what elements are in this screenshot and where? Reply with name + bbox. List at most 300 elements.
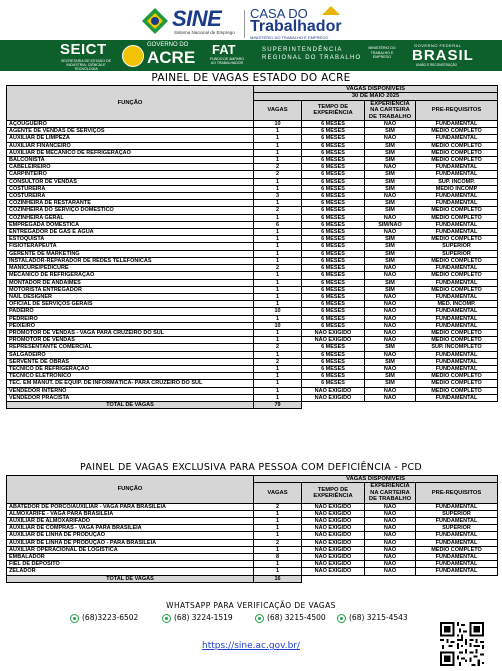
cell-funcao: MECÂNICO DE REFRIGERAÇÃO	[7, 272, 254, 279]
cell-tempo: 6 MESES	[302, 351, 365, 358]
cell-vagas: 8	[254, 554, 302, 561]
cell-vagas: 1	[254, 157, 302, 164]
cell-carteira: SIM	[365, 185, 416, 192]
col-header-carteira: EXPERIÊNCIA NA CARTEIRA DE TRABALHO	[365, 483, 416, 503]
cell-carteira: SIM	[365, 373, 416, 380]
cell-funcao: AUXILIAR DE LINHA DE PRODUÇÃO	[7, 532, 254, 539]
cell-carteira: SIM	[365, 279, 416, 286]
cell-carteira: SIM/NÃO	[365, 221, 416, 228]
cell-vagas: 1	[254, 279, 302, 286]
cell-prerequisitos: FUNDAMENTAL	[416, 135, 498, 142]
cell-funcao: EMBALADOR	[7, 554, 254, 561]
cell-funcao: ESTOQUISTA	[7, 236, 254, 243]
cell-carteira: NÃO	[365, 503, 416, 510]
cell-funcao: FIEL DE DEPOSITO	[7, 561, 254, 568]
whatsapp-icon	[162, 614, 171, 623]
total-label: TOTAL DE VAGAS	[7, 401, 254, 408]
cell-prerequisitos: MÉDIO COMPLETO	[416, 380, 498, 387]
cell-tempo: NÃO EXIGIDO	[302, 532, 365, 539]
table-row	[7, 149, 498, 156]
cell-funcao: AGENTE DE VENDAS DE SERVIÇOS	[7, 128, 254, 135]
cell-prerequisitos: FUNDAMENTAL	[416, 265, 498, 272]
cell-carteira: SIM	[365, 157, 416, 164]
cell-funcao: COZINHEIRA DE RESTARANTE	[7, 200, 254, 207]
cell-prerequisitos: FUNDAMENTAL	[416, 322, 498, 329]
cell-tempo: 6 MESES	[302, 279, 365, 286]
cell-prerequisitos: SUPERIOR	[416, 250, 498, 257]
cell-vagas: 1	[254, 387, 302, 394]
cell-tempo: 6 MESES	[302, 272, 365, 279]
table-row	[7, 286, 498, 293]
cell-vagas: 1	[254, 214, 302, 221]
cell-vagas: 6	[254, 221, 302, 228]
table-row	[7, 351, 498, 358]
cell-tempo: NÃO EXIGIDO	[302, 394, 365, 401]
cell-vagas: 1	[254, 257, 302, 264]
cell-vagas: 1	[254, 337, 302, 344]
cell-vagas: 1	[254, 128, 302, 135]
sine-website-link[interactable]	[0, 641, 502, 651]
casa-title-line1: CASA DO	[250, 6, 308, 21]
cell-prerequisitos: FUNDAMENTAL	[416, 561, 498, 568]
cell-prerequisitos: MÉDIO COMPLETO	[416, 257, 498, 264]
cell-carteira: NÃO	[365, 561, 416, 568]
table-row	[7, 568, 498, 575]
panel-title: PAINEL DE VAGAS ESTADO DO ACRE	[151, 72, 351, 84]
cell-prerequisitos: FUNDAMENTAL	[416, 193, 498, 200]
cell-tempo: 6 MESES	[302, 185, 365, 192]
cell-prerequisitos: MÉDIO COMPLETO	[416, 128, 498, 135]
table-row	[7, 525, 498, 532]
table-row	[7, 214, 498, 221]
cell-vagas: 1	[254, 568, 302, 575]
col-header-vagas: VAGAS	[254, 100, 302, 120]
phone-number[interactable]: (68) 3215-4543	[349, 613, 408, 622]
cell-tempo: 6 MESES	[302, 207, 365, 214]
table-row	[7, 301, 498, 308]
cell-tempo: 6 MESES	[302, 257, 365, 264]
cell-prerequisitos: MÉDIO COMPLETO	[416, 142, 498, 149]
cell-funcao: AÇOUGUEIRO	[7, 121, 254, 128]
cell-prerequisitos: FUNDAMENTAL	[416, 164, 498, 171]
col-header-tempo: TEMPO DE EXPERIÊNCIA	[302, 100, 365, 120]
cell-funcao: ENTREGADOR DE GÁS E ÁGUA	[7, 229, 254, 236]
url-text[interactable]: https://sine.ac.gov.br/	[201, 641, 301, 651]
cell-prerequisitos: FUNDAMENTAL	[416, 554, 498, 561]
cell-tempo: 6 MESES	[302, 157, 365, 164]
sine-badge-icon	[140, 6, 170, 36]
cell-tempo: NÃO EXIGIDO	[302, 387, 365, 394]
whatsapp-icon	[337, 614, 346, 623]
total-label: TOTAL DE VAGAS	[7, 575, 254, 582]
col-header-funcao: FUNÇÃO	[7, 86, 254, 121]
cell-funcao: EMPREGADA DOMÉSTICA	[7, 221, 254, 228]
gov-federal-logo: BRASIL	[412, 47, 474, 64]
cell-vagas: 2	[254, 207, 302, 214]
table-row	[7, 250, 498, 257]
cell-vagas: 1	[254, 149, 302, 156]
cell-funcao: TÉCNICO ELETRÔNICO	[7, 373, 254, 380]
total-filler	[302, 401, 498, 408]
casa-subtitle: MINISTÉRIO DO TRABALHO E EMPREGO	[250, 35, 329, 40]
cell-prerequisitos: MÉD. INCOMP.	[416, 301, 498, 308]
cell-prerequisitos: FUNDAMENTAL	[416, 358, 498, 365]
table-row	[7, 157, 498, 164]
cell-carteira: SIM	[365, 200, 416, 207]
cell-carteira: SIM	[365, 257, 416, 264]
qr-code-icon[interactable]	[440, 622, 484, 666]
cell-tempo: 6 MESES	[302, 236, 365, 243]
cell-prerequisitos: MÉDIO COMPLETO	[416, 387, 498, 394]
cell-prerequisitos: FUNDAMENTAL	[416, 171, 498, 178]
cell-carteira: SIM	[365, 286, 416, 293]
table-row	[7, 510, 498, 517]
col-header-vagas: VAGAS	[254, 483, 302, 503]
cell-funcao: MANICURE/PEDICURE	[7, 265, 254, 272]
cell-carteira: NÃO	[365, 135, 416, 142]
cell-funcao: BALCONISTA	[7, 157, 254, 164]
cell-prerequisitos: FUNDAMENTAL	[416, 229, 498, 236]
total-row	[7, 575, 498, 582]
table-row	[7, 503, 498, 510]
cell-vagas: 2	[254, 503, 302, 510]
cell-funcao: REPRESENTANTE COMERCIAL	[7, 344, 254, 351]
cell-prerequisitos: FUNDAMENTAL	[416, 293, 498, 300]
table-row	[7, 265, 498, 272]
whatsapp-icon	[70, 614, 79, 623]
table-row	[7, 518, 498, 525]
cell-tempo: 6 MESES	[302, 171, 365, 178]
cell-carteira: NÃO	[365, 525, 416, 532]
cell-carteira: SIM	[365, 171, 416, 178]
col-header-prerequisitos: PRE-REQUISITOS	[416, 100, 498, 120]
cell-tempo: NÃO EXIGIDO	[302, 518, 365, 525]
table-row	[7, 200, 498, 207]
cell-tempo: NÃO EXIGIDO	[302, 546, 365, 553]
cell-tempo: NÃO EXIGIDO	[302, 510, 365, 517]
cell-vagas: 1	[254, 293, 302, 300]
cell-carteira: NÃO	[365, 164, 416, 171]
casa-title-line2: Trabalhador	[250, 18, 342, 35]
cell-tempo: 6 MESES	[302, 149, 365, 156]
cell-carteira: NÃO	[365, 265, 416, 272]
cell-carteira: NÃO	[365, 539, 416, 546]
cell-tempo: 6 MESES	[302, 221, 365, 228]
table-row	[7, 380, 498, 387]
total-row	[7, 401, 498, 408]
cell-funcao: COSTUREIRA	[7, 193, 254, 200]
table-row	[7, 315, 498, 322]
cell-funcao: AUXILIAR FINANCEIRO	[7, 142, 254, 149]
cell-tempo: 6 MESES	[302, 178, 365, 185]
acre-seal-icon	[122, 45, 144, 67]
cell-prerequisitos: MÉDIO COMPLETO	[416, 337, 498, 344]
table-row	[7, 221, 498, 228]
cell-prerequisitos: FUNDAMENTAL	[416, 121, 498, 128]
logo-divider	[244, 10, 245, 38]
cell-tempo: 6 MESES	[302, 164, 365, 171]
cell-carteira: NÃO	[365, 546, 416, 553]
table-row	[7, 272, 498, 279]
cell-vagas: 1	[254, 351, 302, 358]
cell-vagas: 1	[254, 380, 302, 387]
cell-tempo: 6 MESES	[302, 293, 365, 300]
cell-vagas: 2	[254, 164, 302, 171]
cell-vagas: 10	[254, 308, 302, 315]
cell-funcao: AUXILIAR OPERACIONAL DE LOGÍSTICA	[7, 546, 254, 553]
sine-logo	[140, 6, 360, 40]
cell-prerequisitos: MÉDIO COMPLETO	[416, 207, 498, 214]
cell-prerequisitos: MÉDIO COMPLETO	[416, 329, 498, 336]
cell-prerequisitos: SUP. INCOMPLETO	[416, 344, 498, 351]
cell-funcao: TÉCNICO DE REFRIGERAÇÃO	[7, 365, 254, 372]
cell-tempo: 6 MESES	[302, 229, 365, 236]
cell-carteira: SIM	[365, 207, 416, 214]
table-row	[7, 373, 498, 380]
cell-carteira: NÃO	[365, 193, 416, 200]
cell-prerequisitos: FUNDAMENTAL	[416, 315, 498, 322]
cell-funcao: PEDREIRO	[7, 315, 254, 322]
pcd-vacancies-table	[6, 475, 498, 583]
cell-vagas: 1	[254, 525, 302, 532]
cell-vagas: 1	[254, 510, 302, 517]
cell-vagas: 1	[254, 236, 302, 243]
gov-federal-bottom: UNIÃO E RECONSTRUÇÃO	[416, 63, 458, 67]
table-row	[7, 322, 498, 329]
cell-tempo: 6 MESES	[302, 265, 365, 272]
cell-prerequisitos: SUPERIOR	[416, 510, 498, 517]
cell-funcao: PEIXEIRO	[7, 322, 254, 329]
cell-vagas: 1	[254, 200, 302, 207]
cell-tempo: NÃO EXIGIDO	[302, 568, 365, 575]
cell-funcao: PADEIRO	[7, 308, 254, 315]
table-row	[7, 178, 498, 185]
cell-vagas: 1	[254, 315, 302, 322]
seict-logo: SEICT	[60, 41, 107, 58]
cell-vagas: 2	[254, 171, 302, 178]
cell-funcao: FISIOTERAPEUTA	[7, 243, 254, 250]
cell-carteira: NÃO	[365, 337, 416, 344]
cell-carteira: NÃO	[365, 568, 416, 575]
cell-funcao: CARPINTEIRO	[7, 171, 254, 178]
table-row	[7, 193, 498, 200]
cell-carteira: NÃO	[365, 322, 416, 329]
cell-prerequisitos: MÉDIO INCOMP	[416, 185, 498, 192]
cell-tempo: 6 MESES	[302, 214, 365, 221]
cell-carteira: NÃO	[365, 272, 416, 279]
phone-number[interactable]: (68) 3224-1519	[174, 613, 233, 622]
cell-tempo: NÃO EXIGIDO	[302, 503, 365, 510]
cell-prerequisitos: FUNDAMENTAL	[416, 532, 498, 539]
cell-funcao: AUXILIAR DE LIMPEZA	[7, 135, 254, 142]
cell-prerequisitos: SUPERIOR	[416, 525, 498, 532]
table-header-group	[7, 86, 498, 93]
cell-prerequisitos: FUNDAMENTAL	[416, 279, 498, 286]
cell-carteira: NÃO	[365, 308, 416, 315]
date-header: 30 DE MAIO 2025	[254, 93, 498, 100]
cell-vagas: 1	[254, 185, 302, 192]
cell-funcao: NAIL DESIGNER	[7, 293, 254, 300]
cell-prerequisitos: FUNDAMENTAL	[416, 365, 498, 372]
table-row	[7, 164, 498, 171]
house-roof-icon	[322, 6, 340, 15]
cell-funcao: ABATEDOR DE PORCO/AUXILIAR - VAGA PARA BRASILÉIA	[7, 503, 254, 510]
cell-prerequisitos: MÉDIO COMPLETO	[416, 272, 498, 279]
table-row	[7, 387, 498, 394]
cell-vagas: 1	[254, 546, 302, 553]
cell-vagas: 1	[254, 532, 302, 539]
cell-vagas: 1	[254, 518, 302, 525]
cell-tempo: NÃO EXIGIDO	[302, 525, 365, 532]
cell-prerequisitos: FUNDAMENTAL	[416, 394, 498, 401]
phone-number[interactable]: (68)3223-6502	[82, 613, 139, 622]
col-header-prerequisitos: PRE-REQUISITOS	[416, 483, 498, 503]
cell-vagas: 1	[254, 178, 302, 185]
cell-carteira: NÃO	[365, 510, 416, 517]
cell-carteira: NÃO	[365, 293, 416, 300]
seict-subtitle: SECRETARIA DE ESTADO DE INDÚSTRIA, CIÊNCIA E TECNOLOGIA	[61, 59, 111, 71]
cell-funcao: TÉC. EM MANUT. DE EQUIP. DE INFORMÁTICA- PARA CRUZEIRO DO SUL	[7, 380, 254, 387]
cell-tempo: 6 MESES	[302, 200, 365, 207]
cell-vagas: 2	[254, 265, 302, 272]
col-header-carteira: EXPERIÊNCIA NA CARTEIRA DE TRABALHO	[365, 100, 416, 120]
cell-carteira: NÃO	[365, 214, 416, 221]
cell-vagas: 2	[254, 344, 302, 351]
cell-tempo: 6 MESES	[302, 128, 365, 135]
cell-carteira: NÃO	[365, 229, 416, 236]
table-row	[7, 546, 498, 553]
cell-prerequisitos: MÉDIO COMPLETO	[416, 286, 498, 293]
cell-carteira: NÃO	[365, 315, 416, 322]
cell-funcao: PROMOTOR DE VENDAS	[7, 337, 254, 344]
cell-prerequisitos: FUNDAMENTAL	[416, 221, 498, 228]
cell-vagas: 1	[254, 243, 302, 250]
cell-carteira: NÃO	[365, 365, 416, 372]
pcd-panel-title: PAINEL DE VAGAS EXCLUSIVA PARA PESSOA COM DEFICIÊNCIA - PCD	[80, 462, 422, 473]
cell-tempo: NÃO EXIGIDO	[302, 329, 365, 336]
cell-prerequisitos: FUNDAMENTAL	[416, 568, 498, 575]
cell-carteira: NÃO	[365, 121, 416, 128]
cell-carteira: SIM	[365, 358, 416, 365]
table-row	[7, 236, 498, 243]
cell-vagas: 10	[254, 322, 302, 329]
cell-vagas: 2	[254, 358, 302, 365]
sine-subtitle: Sistema Nacional de Emprego	[174, 30, 235, 35]
cell-tempo: 6 MESES	[302, 250, 365, 257]
col-header-tempo: TEMPO DE EXPERIÊNCIA	[302, 483, 365, 503]
cell-prerequisitos: FUNDAMENTAL	[416, 308, 498, 315]
cell-funcao: SERVENTE DE OBRAS	[7, 358, 254, 365]
cell-carteira: SIM	[365, 142, 416, 149]
cell-funcao: ALMOXARIFE - VAGA PARA BRASILÉIA	[7, 510, 254, 517]
cell-carteira: SIM	[365, 344, 416, 351]
cell-funcao: CONSULTOR DE VENDAS	[7, 178, 254, 185]
cell-tempo: 6 MESES	[302, 380, 365, 387]
cell-tempo: 6 MESES	[302, 358, 365, 365]
cell-vagas: 10	[254, 121, 302, 128]
cell-carteira: NÃO	[365, 301, 416, 308]
table-row	[7, 142, 498, 149]
table-row	[7, 257, 498, 264]
cell-prerequisitos: MÉDIO COMPLETO	[416, 236, 498, 243]
cell-prerequisitos: MÉDIO COMPLETO	[416, 157, 498, 164]
cell-vagas: 2	[254, 539, 302, 546]
cell-tempo: 6 MESES	[302, 135, 365, 142]
cell-prerequisitos: FUNDAMENTAL	[416, 200, 498, 207]
cell-funcao: MOTORISTA ENTREGADOR	[7, 286, 254, 293]
cell-tempo: 6 MESES	[302, 365, 365, 372]
cell-funcao: AUXILIAR DE COMPRAS - VAGA PARA BRASILÉIA	[7, 525, 254, 532]
cell-prerequisitos: MÉDIO COMPLETO	[416, 149, 498, 156]
cell-tempo: NÃO EXIGIDO	[302, 554, 365, 561]
vacancies-table	[6, 85, 498, 409]
cell-tempo: 6 MESES	[302, 142, 365, 149]
col-header-funcao: FUNÇÃO	[7, 476, 254, 504]
table-row	[7, 185, 498, 192]
col-header-group: VAGAS DISPONÍVEIS	[254, 86, 498, 93]
table-row	[7, 121, 498, 128]
cell-vagas: 3	[254, 193, 302, 200]
table-row	[7, 358, 498, 365]
table-row	[7, 171, 498, 178]
table-row	[7, 293, 498, 300]
phone-number[interactable]: (68) 3215-4500	[267, 613, 326, 622]
cell-funcao: COZINHEIRA GERAL	[7, 214, 254, 221]
table-row	[7, 207, 498, 214]
ministry-text: MINISTÉRIO DO TRABALHO E EMPREGO	[368, 46, 396, 59]
cell-prerequisitos: FUNDAMENTAL	[416, 518, 498, 525]
table-row	[7, 539, 498, 546]
cell-funcao: CABELEIREIRO	[7, 164, 254, 171]
partners-banner	[0, 40, 502, 71]
cell-carteira: SIM	[365, 128, 416, 135]
cell-funcao: AUXILIAR DE LINHA DE PRODUÇÃO - PARA BRASILÉIA	[7, 539, 254, 546]
cell-prerequisitos: MÉDIO COMPLETO	[416, 546, 498, 553]
cell-vagas: 1	[254, 301, 302, 308]
whatsapp-title: WHATSAPP PARA VERIFICAÇÃO DE VAGAS	[166, 601, 336, 610]
cell-vagas: 1	[254, 272, 302, 279]
cell-tempo: 6 MESES	[302, 373, 365, 380]
cell-funcao: VENDEDOR INTERNO	[7, 387, 254, 394]
cell-tempo: 6 MESES	[302, 243, 365, 250]
table-row	[7, 337, 498, 344]
cell-funcao: VENDEDOR PRACISTA	[7, 394, 254, 401]
cell-carteira: NÃO	[365, 387, 416, 394]
col-header-group: VAGAS DISPONÍVEIS	[254, 476, 498, 483]
cell-prerequisitos: FUNDAMENTAL	[416, 503, 498, 510]
cell-funcao: COSTUREIRA	[7, 185, 254, 192]
cell-prerequisitos: FUNDAMENTAL	[416, 351, 498, 358]
table-row	[7, 229, 498, 236]
cell-prerequisitos: MÉDIO COMPLETO	[416, 373, 498, 380]
cell-carteira: SIM	[365, 380, 416, 387]
cell-funcao: COZINHEIRA DO SERVIÇO DOMÉSTICO	[7, 207, 254, 214]
fat-subtitle: FUNDO DE AMPARO AO TRABALHADOR	[210, 57, 244, 65]
whatsapp-icon	[255, 614, 264, 623]
cell-prerequisitos: SUP. INCOMP.	[416, 178, 498, 185]
total-value: 16	[254, 575, 302, 582]
cell-prerequisitos: MÉDIO COMPLETO	[416, 214, 498, 221]
cell-tempo: 6 MESES	[302, 121, 365, 128]
cell-tempo: 6 MESES	[302, 193, 365, 200]
sine-brand: SINE	[172, 6, 222, 31]
cell-tempo: NÃO EXIGIDO	[302, 337, 365, 344]
table-row	[7, 365, 498, 372]
total-value: 79	[254, 401, 302, 408]
cell-vagas: 1	[254, 250, 302, 257]
superintendencia-line2: REGIONAL DO TRABALHO	[262, 55, 362, 61]
cell-prerequisitos: FUNDAMENTAL	[416, 539, 498, 546]
